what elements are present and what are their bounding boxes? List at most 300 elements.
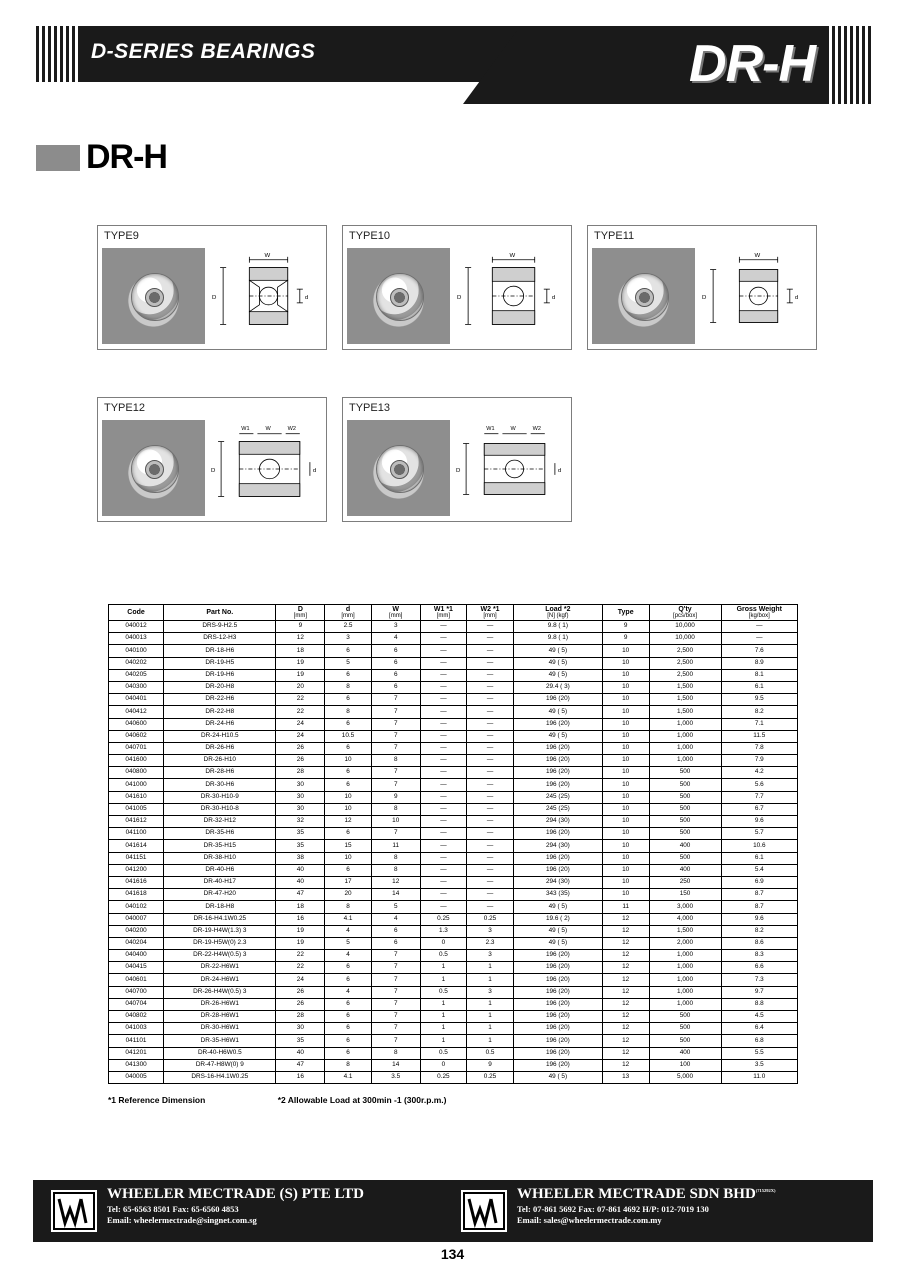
cell-value: — [420, 852, 467, 864]
cell-value: 196 (20) [513, 742, 602, 754]
cell-value: 7 [371, 742, 420, 754]
cell-value: 196 (20) [513, 718, 602, 730]
cell-value: 26 [276, 742, 325, 754]
cell-value: 19 [276, 937, 325, 949]
col-code: Code [109, 605, 164, 621]
table-row [109, 767, 798, 779]
cell-value: 4,000 [649, 913, 721, 925]
cell-value: 10 [602, 852, 649, 864]
cell-value: 49 ( 5) [513, 657, 602, 669]
cell-value: 500 [649, 1011, 721, 1023]
cell-value: 9 [602, 633, 649, 645]
cell-value: 14 [371, 889, 420, 901]
cell-value: — [467, 645, 514, 657]
table-row [109, 901, 798, 913]
cell-value: 0.5 [420, 1047, 467, 1059]
cell-value: 24 [276, 974, 325, 986]
cell-value: 6.9 [721, 876, 797, 888]
cell-part-no: DR-24-H6W1 [164, 974, 276, 986]
col-qty: Q'ty [pcs/box] [649, 605, 721, 621]
cell-value: 11.5 [721, 730, 797, 742]
cell-value: 8.9 [721, 657, 797, 669]
cell-value: 10 [602, 876, 649, 888]
cell-value: 40 [276, 1047, 325, 1059]
note-2: *2 Allowable Load at 300min -1 (300r.p.m.) [277, 1095, 447, 1105]
svg-text:d: d [304, 294, 309, 301]
cell-value: 1 [467, 962, 514, 974]
company-logo-icon [461, 1190, 507, 1232]
table-notes [108, 1095, 447, 1105]
cell-value: 24 [276, 718, 325, 730]
cell-value: 1 [467, 974, 514, 986]
cell-value: 500 [649, 791, 721, 803]
cell-code: 040415 [109, 962, 164, 974]
cell-value: 10 [602, 645, 649, 657]
table-row [109, 1071, 798, 1083]
bearing-photo [347, 420, 450, 516]
cell-value: 10 [325, 803, 372, 815]
cell-value: 500 [649, 852, 721, 864]
cell-value: 49 ( 5) [513, 901, 602, 913]
cell-code: 040007 [109, 913, 164, 925]
cell-value: 8.2 [721, 706, 797, 718]
cell-value: 6 [325, 694, 372, 706]
table-body [109, 621, 798, 1084]
cell-value: 28 [276, 767, 325, 779]
cell-part-no: DR-22-H6 [164, 694, 276, 706]
cell-value: 17 [325, 876, 372, 888]
cell-value: 7.1 [721, 718, 797, 730]
cell-value: 9.7 [721, 986, 797, 998]
footer-company-right [461, 1186, 871, 1236]
cell-code: 040401 [109, 694, 164, 706]
header-product-code: DR-H [689, 35, 815, 93]
cell-value: 10 [602, 742, 649, 754]
cell-part-no: DR-32-H12 [164, 816, 276, 828]
cell-value: 10 [602, 681, 649, 693]
cell-value: 9 [276, 621, 325, 633]
cell-value: 4 [371, 913, 420, 925]
cell-value: 7 [371, 718, 420, 730]
cell-value: 35 [276, 840, 325, 852]
cell-value: — [467, 742, 514, 754]
cell-value: — [420, 901, 467, 913]
cell-value: 500 [649, 803, 721, 815]
cell-part-no: DRS-12-H3 [164, 633, 276, 645]
cell-value: 26 [276, 998, 325, 1010]
table-row [109, 718, 798, 730]
cell-code: 040013 [109, 633, 164, 645]
cell-value: 245 (25) [513, 791, 602, 803]
cell-value: 9 [602, 621, 649, 633]
cell-value: — [467, 901, 514, 913]
cell-value: 1 [420, 974, 467, 986]
cell-code: 040704 [109, 998, 164, 1010]
cell-value: 49 ( 5) [513, 925, 602, 937]
cell-value: 0.25 [420, 1071, 467, 1083]
col-gross-weight: Gross Weight [kg/box] [721, 605, 797, 621]
cell-code: 040202 [109, 657, 164, 669]
cell-value: — [467, 803, 514, 815]
bearing-photo [347, 248, 450, 344]
cell-code: 040601 [109, 974, 164, 986]
cell-value: 294 (30) [513, 840, 602, 852]
cell-value: 250 [649, 876, 721, 888]
cell-value: — [467, 816, 514, 828]
cell-value: 500 [649, 767, 721, 779]
cell-value: 3 [467, 925, 514, 937]
cell-value: 10 [602, 816, 649, 828]
table-row [109, 852, 798, 864]
cell-value: 6 [371, 681, 420, 693]
cell-value: 6 [325, 1035, 372, 1047]
figure-type13 [342, 397, 572, 522]
cell-part-no: DR-38-H10 [164, 852, 276, 864]
svg-text:W: W [264, 252, 271, 259]
cell-value: 3 [467, 950, 514, 962]
cell-code: 041005 [109, 803, 164, 815]
cell-value: 7 [371, 694, 420, 706]
cell-value: 6.7 [721, 803, 797, 815]
cell-value: 7.3 [721, 974, 797, 986]
section-title: DR-H [86, 138, 167, 176]
cell-value: 10 [602, 779, 649, 791]
cell-value: 12 [602, 986, 649, 998]
cell-value: 196 (20) [513, 1011, 602, 1023]
cell-value: 1,000 [649, 998, 721, 1010]
cell-value: — [420, 828, 467, 840]
cell-value: 7.9 [721, 755, 797, 767]
cell-value: 10,000 [649, 633, 721, 645]
cell-value: 1 [467, 1011, 514, 1023]
cell-part-no: DR-28-H6 [164, 767, 276, 779]
cell-part-no: DR-30-H10-8 [164, 803, 276, 815]
table-row [109, 974, 798, 986]
figure-label: TYPE11 [594, 230, 635, 242]
table-row [109, 633, 798, 645]
cell-value: 8 [325, 901, 372, 913]
spec-table [108, 604, 798, 1084]
cell-value: 1 [467, 1023, 514, 1035]
cell-part-no: DR-35-H6 [164, 828, 276, 840]
cell-value: 6.6 [721, 962, 797, 974]
table-header-row [109, 605, 798, 621]
cell-value: 196 (20) [513, 1059, 602, 1071]
cell-value: 10 [602, 694, 649, 706]
cell-part-no: DR-35-H15 [164, 840, 276, 852]
table-row [109, 937, 798, 949]
cell-value: 11 [602, 901, 649, 913]
cell-value: 49 ( 5) [513, 730, 602, 742]
svg-text:W: W [265, 425, 271, 432]
table-row [109, 791, 798, 803]
cell-value: — [467, 852, 514, 864]
cell-value: 4 [325, 950, 372, 962]
cell-value: 1 [467, 1035, 514, 1047]
bearing-photo [592, 248, 695, 344]
cell-code: 041618 [109, 889, 164, 901]
cell-value: 1,000 [649, 986, 721, 998]
cell-value: — [420, 816, 467, 828]
svg-text:D: D [211, 467, 216, 474]
cell-value: 20 [325, 889, 372, 901]
cell-value: — [467, 864, 514, 876]
cell-value: — [420, 706, 467, 718]
cell-value: 5,000 [649, 1071, 721, 1083]
cell-value: — [420, 669, 467, 681]
cell-value: — [467, 718, 514, 730]
cell-code: 040200 [109, 925, 164, 937]
cell-code: 040005 [109, 1071, 164, 1083]
cell-value: — [420, 633, 467, 645]
cell-value: 19 [276, 657, 325, 669]
cell-value: 30 [276, 779, 325, 791]
cell-value: 6 [325, 645, 372, 657]
svg-text:D: D [457, 294, 462, 301]
cell-value: 12 [602, 1047, 649, 1059]
cell-part-no: DR-47-H8W(0) 9 [164, 1059, 276, 1071]
cell-code: 041616 [109, 876, 164, 888]
cell-value: 9.5 [721, 694, 797, 706]
table-row [109, 1047, 798, 1059]
cell-value: 30 [276, 1023, 325, 1035]
cell-value: 10 [602, 803, 649, 815]
cell-value: 5.5 [721, 1047, 797, 1059]
cell-part-no: DRS-16-H4.1W0.25 [164, 1071, 276, 1083]
table-row [109, 755, 798, 767]
cell-part-no: DR-26-H4W(0.5) 3 [164, 986, 276, 998]
cell-code: 040700 [109, 986, 164, 998]
cell-code: 040300 [109, 681, 164, 693]
cell-value: 1,500 [649, 681, 721, 693]
cell-value: 49 ( 5) [513, 669, 602, 681]
cell-value: 6 [325, 779, 372, 791]
svg-text:D: D [702, 294, 707, 301]
cell-value: 8 [371, 755, 420, 767]
cell-value: — [467, 669, 514, 681]
cell-part-no: DR-18-H6 [164, 645, 276, 657]
cell-value: 5.6 [721, 779, 797, 791]
cell-value: 24 [276, 730, 325, 742]
cell-value: 500 [649, 816, 721, 828]
cell-value: 8 [325, 681, 372, 693]
cell-value: 10 [602, 718, 649, 730]
cell-value: 6 [371, 669, 420, 681]
cell-value: 20 [276, 681, 325, 693]
bearing-drawing [209, 420, 322, 516]
cell-value: 6 [325, 864, 372, 876]
bearing-drawing [454, 420, 567, 516]
figure-label: TYPE9 [104, 230, 139, 242]
cell-value: 4.2 [721, 767, 797, 779]
cell-value: 8.7 [721, 901, 797, 913]
cell-value: 294 (30) [513, 816, 602, 828]
cell-value: — [420, 621, 467, 633]
cell-value: — [420, 840, 467, 852]
cell-value: 12 [602, 937, 649, 949]
cell-value: 1 [467, 998, 514, 1010]
table-row [109, 1023, 798, 1035]
cell-value: 196 (20) [513, 828, 602, 840]
cell-value: 7 [371, 779, 420, 791]
cell-value: 3,000 [649, 901, 721, 913]
table-row [109, 1059, 798, 1071]
cell-value: — [467, 681, 514, 693]
table-row [109, 864, 798, 876]
cell-part-no: DR-26-H6W1 [164, 998, 276, 1010]
company-name-right: WHEELER MECTRADE SDN $BHD^{(715292X)}$ [517, 1186, 776, 1202]
cell-value: — [467, 828, 514, 840]
cell-value: 3 [325, 633, 372, 645]
cell-value: 400 [649, 864, 721, 876]
cell-value: — [420, 657, 467, 669]
cell-value: — [467, 889, 514, 901]
cell-value: 500 [649, 828, 721, 840]
cell-value: 1,000 [649, 742, 721, 754]
cell-part-no: DR-40-H6 [164, 864, 276, 876]
svg-text:d: d [312, 467, 317, 474]
cell-part-no: DR-30-H6W1 [164, 1023, 276, 1035]
cell-value: 5.7 [721, 828, 797, 840]
cell-value: 8 [325, 1059, 372, 1071]
cell-value: 196 (20) [513, 962, 602, 974]
cell-part-no: DR-24-H10.5 [164, 730, 276, 742]
cell-value: — [467, 767, 514, 779]
cell-value: 15 [325, 840, 372, 852]
cell-value: 10 [602, 791, 649, 803]
table-row [109, 913, 798, 925]
cell-value: 7 [371, 828, 420, 840]
cell-value: — [467, 779, 514, 791]
cell-value: 4.1 [325, 1071, 372, 1083]
cell-value: 196 (20) [513, 864, 602, 876]
page-footer [33, 1180, 873, 1242]
cell-value: 4 [371, 633, 420, 645]
cell-value: 500 [649, 779, 721, 791]
cell-part-no: DR-47-H20 [164, 889, 276, 901]
company-name-left: WHEELER MECTRADE (S) PTE LTD [107, 1186, 365, 1202]
cell-code: 041151 [109, 852, 164, 864]
cell-value: 7 [371, 1011, 420, 1023]
cell-value: 196 (20) [513, 998, 602, 1010]
table-row [109, 681, 798, 693]
table-row [109, 779, 798, 791]
company-tel-right: Tel: 07-861 5692 Fax: 07-861 4692 H/P: 012-7019 130 [517, 1204, 709, 1214]
cell-value: 19 [276, 669, 325, 681]
cell-value: 49 ( 5) [513, 645, 602, 657]
cell-value: 9.8 ( 1) [513, 633, 602, 645]
svg-text:D: D [456, 467, 461, 474]
cell-value: 10 [325, 755, 372, 767]
cell-value: 2,500 [649, 645, 721, 657]
cell-value: — [467, 791, 514, 803]
cell-code: 040802 [109, 1011, 164, 1023]
cell-value: 150 [649, 889, 721, 901]
table-row [109, 694, 798, 706]
cell-value: 12 [602, 1035, 649, 1047]
cell-value: 10 [602, 669, 649, 681]
figure-label: TYPE12 [104, 402, 145, 414]
figure-type12 [97, 397, 327, 522]
cell-value: 10 [325, 791, 372, 803]
cell-value: 49 ( 5) [513, 937, 602, 949]
cell-value: 4 [325, 986, 372, 998]
cell-value: 8 [371, 803, 420, 815]
cell-value: 19 [276, 925, 325, 937]
cell-value: — [467, 840, 514, 852]
cell-value: 6 [325, 1047, 372, 1059]
cell-value: 9 [371, 791, 420, 803]
cell-part-no: DR-19-H5W(0) 2.3 [164, 937, 276, 949]
svg-text:W2: W2 [532, 425, 542, 432]
cell-value: 14 [371, 1059, 420, 1071]
cell-value: 19.6 ( 2) [513, 913, 602, 925]
cell-code: 040600 [109, 718, 164, 730]
cell-value: 47 [276, 1059, 325, 1071]
col-w2: W2 *1 [mm] [467, 605, 514, 621]
cell-value: 8.3 [721, 950, 797, 962]
cell-value: 9 [467, 1059, 514, 1071]
cell-value: 8.6 [721, 937, 797, 949]
cell-value: 26 [276, 755, 325, 767]
cell-value: 38 [276, 852, 325, 864]
section-marker-icon [36, 145, 80, 171]
cell-code: 041614 [109, 840, 164, 852]
cell-value: 35 [276, 828, 325, 840]
cell-value: 35 [276, 1035, 325, 1047]
cell-value: 12 [602, 1059, 649, 1071]
cell-code: 041600 [109, 755, 164, 767]
cell-value: 16 [276, 913, 325, 925]
cell-part-no: DR-18-H8 [164, 901, 276, 913]
cell-value: 7.7 [721, 791, 797, 803]
bearing-drawing [699, 248, 812, 344]
table-row [109, 706, 798, 718]
cell-value: 40 [276, 876, 325, 888]
cell-value: 49 ( 5) [513, 706, 602, 718]
cell-value: 12 [602, 913, 649, 925]
cell-value: — [420, 864, 467, 876]
cell-value: 6.1 [721, 852, 797, 864]
cell-value: — [420, 730, 467, 742]
bearing-drawing [209, 248, 322, 344]
cell-value: — [420, 694, 467, 706]
cell-part-no: DR-26-H6 [164, 742, 276, 754]
cell-value: 400 [649, 1047, 721, 1059]
cell-value: 7 [371, 706, 420, 718]
cell-value: 8.2 [721, 925, 797, 937]
cell-value: — [420, 803, 467, 815]
svg-text:W2: W2 [287, 425, 297, 432]
cell-part-no: DR-30-H10-9 [164, 791, 276, 803]
cell-part-no: DR-20-H8 [164, 681, 276, 693]
table-row [109, 1035, 798, 1047]
cell-value: 1,000 [649, 718, 721, 730]
col-d-inner: d [mm] [325, 605, 372, 621]
cell-value: 2.5 [325, 621, 372, 633]
section-heading [36, 138, 167, 177]
cell-value: 12 [325, 816, 372, 828]
cell-code: 040800 [109, 767, 164, 779]
cell-value: 9.6 [721, 913, 797, 925]
col-part-no: Part No. [164, 605, 276, 621]
cell-value: — [420, 742, 467, 754]
cell-value: 3 [467, 986, 514, 998]
cell-value: 196 (20) [513, 755, 602, 767]
cell-value: 1,000 [649, 755, 721, 767]
cell-value: 10 [602, 755, 649, 767]
cell-value: 2,000 [649, 937, 721, 949]
